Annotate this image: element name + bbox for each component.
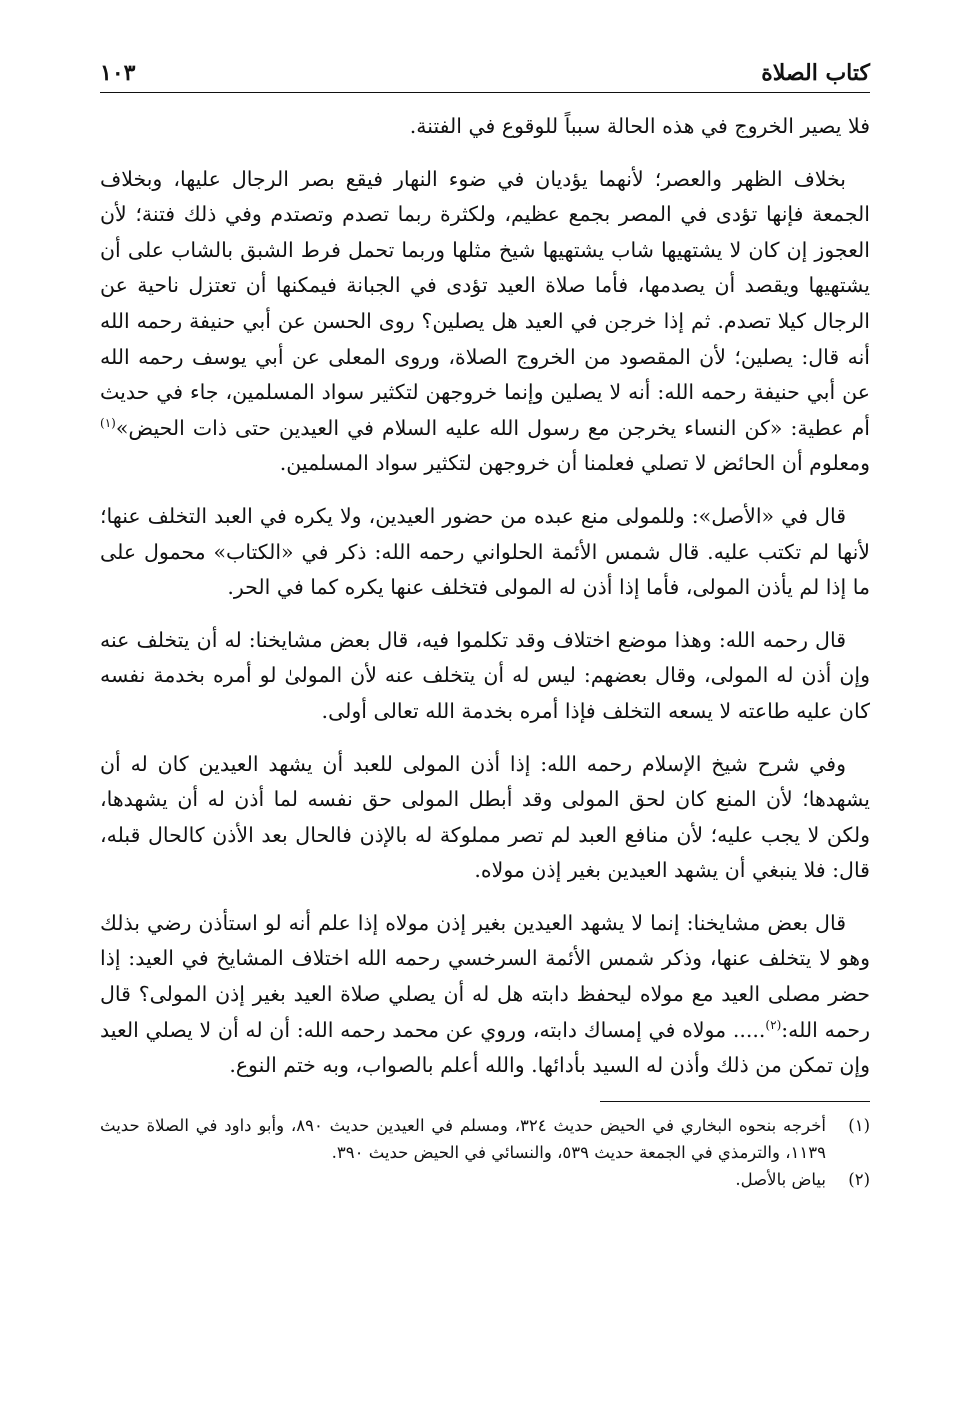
footnote-2-mark: (٢) [848,1169,870,1189]
paragraph-5: وفي شرح شيخ الإسلام رحمه الله: إذا أذن المولى للعبد أن يشهد العيدين كان له أن يشهدها؛ لأن المنع كان لحق المولى وقد أبطل المولى حق نفسه لما أذن له أن يشهدها، ولكن لا يجب عليه؛ لأن منافع العبد لم تصر مملوكة له بالإذن فالحال بعد الأذن كالحال قبله، قال: فلا ينبغي أن يشهد العيدين بغير إذن مولاه. [100,751,870,883]
footnote-ref-2[interactable]: (٢) [765,1017,782,1032]
paragraph-3: قال في «الأصل»: وللمولى منع عبده من حضور العيدين، ولا يكره في العبد التخلف عنها؛ لأنها لم تكتب عليه. قال شمس الأئمة الحلواني رحمه الله: ذكر في «الكتاب» محمول على ما إذا لم يأذن المولى، فأما إذا أذن له المولى فتخلف عنها يكره كما في الحر. [100,503,870,600]
footnote-2 [100,1166,870,1193]
paragraph-2-continuation: ومعلوم أن الحائض لا تصلي فعلمنا أن خروجهن لتكثير سواد المسلمين. [279,451,870,476]
footnote-2-text: بياض بالأصل. [735,1169,826,1189]
paragraph-6 [100,906,870,1084]
main-text [100,109,870,1084]
footnotes [100,1112,870,1193]
paragraph-6-text: قال بعض مشايخنا: إنما لا يشهد العيدين بغير إذن مولاه إذا علم أنه لو استأذن رضي بذلك وهو لا يتخلف عنها، وذكر شمس الأئمة السرخسي رحمه الله اختلاف المشايخ في العيد: إذا حضر مصلى العيد مع مولاه ليحفظ دابته هل له أن يصلي صلاة العيد بغير إذن المولى؟ قال رحمه الله: [100,910,870,1042]
footnote-1-text: أخرجه بنحوه البخاري في الحيض حديث ٣٢٤، ومسلم في العيدين حديث ٨٩٠، وأبو داود في الصلاة حديث ١١٣٩، والترمذي في الجمعة حديث ٥٣٩، والنسائي في الحيض حديث ٣٩٠. [100,1115,826,1162]
footnote-1 [100,1112,870,1166]
paragraph-4: قال رحمه الله: وهذا موضع اختلاف وقد تكلموا فيه، قال بعض مشايخنا: له أن يتخلف عنه وإن أذن له المولى، وقال بعضهم: ليس له أن يتخلف عنه لأن المولىٰ لو أمره بخدمة نفسه كان عليه طاعته لا يسعه التخلف فإذا أمره بخدمة الله تعالى أولى. [100,627,870,723]
document-page [100,60,870,1193]
chapter-title: كتاب الصلاة [761,60,870,86]
paragraph-1: فلا يصير الخروج في هذه الحالة سبباً للوقوع في الفتنة. [409,114,870,138]
paragraph-6-continuation: ..... مولاه في إمساك دابته، وروي عن محمد رحمه الله: أن له أن لا يصلي العيد وإن تمكن من ذلك وأذن له السيد بأدائها. والله أعلم بالصواب، وبه ختم النوع. [100,1017,870,1078]
footnote-ref-1[interactable]: (١) [100,415,116,430]
paragraph-2-text: بخلاف الظهر والعصر؛ لأنهما يؤديان في ضوء النهار فيقع بصر الرجال عليها، وبخلاف الجمعة فإنها تؤدى في المصر بجمع عظيم، ولكثرة ربما تصدم وتصتدم وفي ذلك فتنة؛ لأن العجوز إن كان لا يشتهيها شاب يشتهيها شيخ مثلها وربما تحمل فرط الشبق بالشاب على أن يشتهيها ويقصد أن يصدمها، فأما صلاة العيد تؤدى في الجبانة فيمكنها أن تعتزل ناحية عن الرجال كيلا تصدم. ثم إذا خرجن في العيد هل يصلين؟ روى الحسن عن أبي حنيفة رحمه الله أنه قال: يصلين؛ لأن المقصود من الخروج الصلاة، وروى المعلى عن أبي يوسف رحمه الله عن أبي حنيفة رحمه الله: أنه لا يصلين وإنما خروجهن لتكثير سواد المسلمين، جاء في حديث أم عطية: «كن النساء يخرجن مع رسول الله عليه السلام في العيدين حتى ذات الحيض» [100,166,870,440]
footnote-1-mark: (١) [848,1115,870,1135]
page-header [100,60,870,93]
page-number: ١٠٣ [100,60,136,86]
footnote-divider [600,1101,870,1102]
paragraph-2 [100,162,870,482]
